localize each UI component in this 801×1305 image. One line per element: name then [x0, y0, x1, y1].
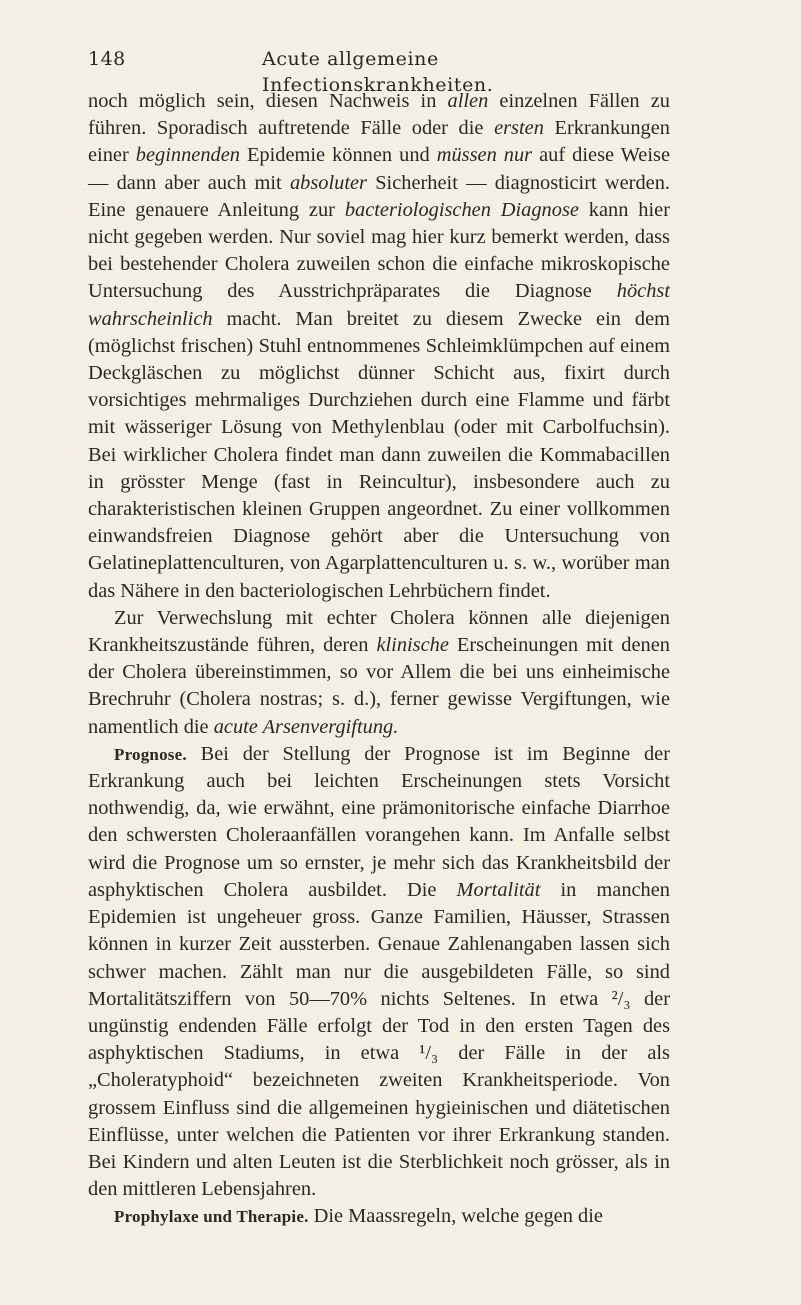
paragraph-prognosis [88, 741, 670, 1203]
text-run: Bei der Stellung der Prognose ist im Beginne der Erkrankung auch bei leichten Erscheinungen stets Vorsicht nothwendig, da, wie erwähnt, eine prämonitorische einfache Diarrhoe den schwersten Choleraanfällen vorangehen kann. Im Anfalle selbst wird die Prognose um so ernster, je mehr sich das Krankheitsbild der asphyktischen Cholera ausbildet. Die [88, 742, 670, 901]
emphasis-text: müssen nur [436, 144, 533, 167]
emphasis-text: höchst wahrscheinlich [88, 280, 670, 330]
text-run: kann hier nicht gegeben werden. Nur soviel mag hier kurz bemerkt werden, dass bei bestehender Cholera zuweilen schon die einfache mikroskopische Untersuchung des Ausstrichpräparates die Diagnose [88, 198, 670, 303]
text-run: in manchen Epidemien ist ungeheuer gross. Ganze Familien, Häusser, Strassen können in kurzer Zeit aussterben. Genaue Zahlenangaben lassen sich schwer machen. Zählt man nur die ausgebildeten Fälle, so sind Mortalitätsziffern von 50—70% nichts Seltenes. In etwa ²/₃ der ungünstig endenden Fälle erfolgt der Tod in den ersten Tagen des asphyktischen Stadiums, in etwa ¹/₃ der Fälle in der als „Choleratyphoid“ bezeichneten zweiten Krankheitsperiode. Von grossem Einfluss sind die allgemeinen hygieinischen und diätetischen Einflüsse, unter welchen die Patienten vor ihrer Erkrankung standen. Bei Kindern und alten Leuten ist die Sterblichkeit noch grösser, als in den mittleren Lebensjahren. [88, 878, 671, 1201]
section-heading: Prophylaxe und Therapie. [114, 1207, 309, 1227]
text-run: Erkrankungen einer [88, 117, 670, 167]
paragraph-prophylaxis [88, 1203, 670, 1230]
paragraph-diagnosis-method [88, 88, 670, 605]
emphasis-text: acute Arsenvergiftung. [213, 715, 399, 738]
emphasis-text: ersten [494, 117, 544, 140]
emphasis-text: bacteriologischen Diagnose [344, 198, 579, 221]
text-run: Die Maassregeln, welche gegen die [308, 1205, 603, 1228]
text-run: Zur Verwechslung mit echter Cholera können alle diejenigen Krankheitszustände führen, deren [88, 606, 670, 657]
running-title: Acute allgemeine Infectionskrankheiten. [262, 48, 494, 96]
section-heading: Prognose. [114, 744, 187, 764]
text-run: Epidemie können und [239, 144, 437, 167]
text-run: einzelnen Fällen zu führen. Sporadisch auftretende Fälle oder die [88, 90, 671, 140]
emphasis-text: Mortalität [456, 878, 541, 901]
emphasis-text: allen [447, 90, 489, 112]
paragraph-differential-diagnosis [88, 605, 670, 741]
emphasis-text: absoluter [289, 171, 367, 194]
text-run: Erscheinungen mit denen der Cholera übereinstimmen, so vor Allem die bei uns einheimische Brechruhr (Cholera nostras; s. d.), ferner gewisse Vergiftungen, wie namentlich die [88, 634, 670, 738]
text-run: Sicherheit — diagnosticirt werden. Eine genauere Anleitung zur [88, 171, 670, 221]
text-run: macht. Man breitet zu diesem Zwecke ein dem (möglichst frischen) Stuhl entnommenes Schleimklümpchen auf einem Deckgläschen zu möglichst dünner Schicht aus, fixirt durch vorsichtiges mehrmaliges Durchziehen durch eine Flamme und färbt mit wässeriger Lösung von Methylenblau (oder mit Carbolfuchsin). Bei wirklicher Cholera findet man dann zuweilen die Kommabacillen in grösster Menge (fast in Reincultur), insbesondere auch zu charakteristischen kleinen Gruppen angeordnet. Zu einer vollkommen einwandsfreien Diagnose gehört aber die Untersuchung von Gelatineplattenculturen, von Agarplattenculturen u. s. w., worüber man das Nähere in den bacteriologischen Lehrbüchern findet. [88, 307, 670, 602]
page-body [88, 88, 670, 1231]
emphasis-text: beginnenden [135, 144, 240, 167]
emphasis-text: klinische [376, 634, 449, 657]
text-run: noch möglich sein, diesen Nachweis in [88, 90, 448, 112]
page-number: 148 [88, 48, 126, 70]
text-run: auf diese Weise — dann aber auch mit [88, 144, 670, 194]
